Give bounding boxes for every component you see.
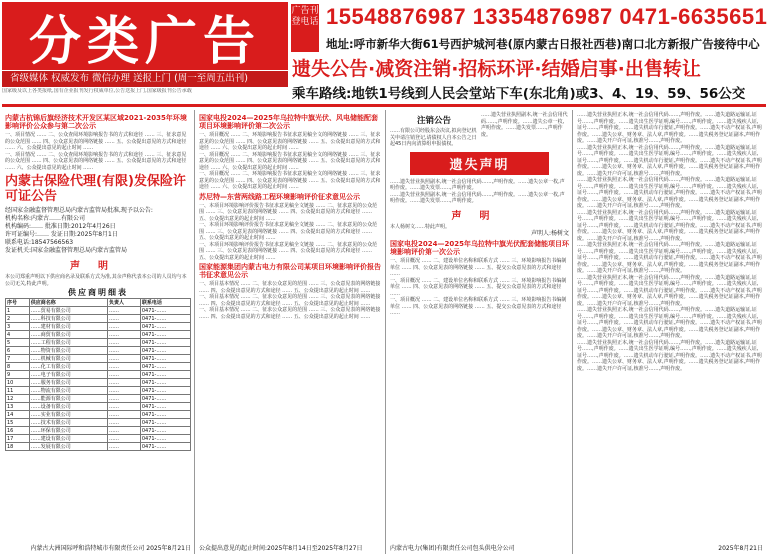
table-cell: ……能源有限公司: [29, 395, 107, 403]
lost-declaration-body-2: ……遗失营业执照副本,统一社会信用代码……,声明作废。……遗失公章一枚,声明作废。……遗失发票……,声明作废。: [390, 191, 565, 204]
table-cell: ……科技有限公司: [29, 315, 107, 323]
license-title: 内蒙古保险代理(有限)发保险许可证公告: [5, 174, 186, 204]
table-cell: ……: [108, 427, 141, 435]
table-cell: 3: [6, 323, 30, 331]
table-cell: ……: [108, 371, 141, 379]
ad-phone-label: 广告刊登电话: [291, 4, 319, 52]
ad-body: 一、项目情况 …… 二、公众查阅环境影响报告书的方式和途径 …… 三、征求意见的公众范围 …… 四、公众意见表的网络链接 …… 五、公众提出意见的方式和途径 …… 六、公众提出意见的起止时间 ……: [5, 132, 187, 151]
table-cell: ……: [108, 315, 141, 323]
table-cell: ……建设有限公司: [29, 435, 107, 443]
ad-body: 一、项目概况 …… 二、环境影响报告书征求意见稿全文的网络链接 …… 三、征求意见的公众范围 …… 四、公众意见表的网络链接 …… 五、公众提出意见的方式和途径 …… 六、公众提出意见的起止时间 ……: [199, 132, 381, 151]
table-row: [6, 363, 191, 371]
phone-numbers: 15548876987 13354876987 0471-6635651: [326, 4, 768, 29]
license-details: [5, 215, 191, 255]
ad-body-filler: 一、本项目环境影响评价报告书征求意见稿全文链接 …… 二、征求意见的公众范围 …… 三、公众意见表的网络链接 …… 四、公众提出意见的方式和途径 …… 五、公众提出意见的起止时间 ……: [199, 222, 378, 241]
table-cell: ……物资有限公司: [29, 347, 107, 355]
lost-notices: ……遗失营业执照正本,统一社会信用代码……,声明作废。……遗失道路运输证,证号……,声明作废。……遗失出生医学证明,编号……,声明作废。……遗失残疾人证,证号……,声明作废。……遗失机动车行驶证,声明作废。……遗失不动产权证书,声明作废。……遗失公章、财务章、法人章,声明作废。……遗失税务登记证副本,声明作废。……遗失开户许可证,核准号……,声明作废。: [577, 307, 762, 339]
table-cell: ……: [108, 435, 141, 443]
license-line: 机构名称:内蒙古……有限公司: [5, 215, 86, 222]
table-cell: ……: [108, 339, 141, 347]
table-cell: 0471-……: [140, 331, 190, 339]
cancellation-title: 注销公告: [416, 116, 451, 126]
col-header: 供应商名称: [29, 299, 107, 307]
table-cell: 15: [6, 419, 30, 427]
table-cell: 0471-……: [140, 307, 190, 315]
table-cell: ……电子有限公司: [29, 371, 107, 379]
ad-columns: [2, 110, 766, 554]
table-cell: 17: [6, 435, 30, 443]
table-cell: ……: [108, 387, 141, 395]
table-cell: ……建材有限公司: [29, 323, 107, 331]
table-cell: 12: [6, 395, 30, 403]
lost-notice-left: [481, 112, 569, 148]
table-row: [6, 371, 191, 379]
ad-body: 一、项目基本情况 …… 二、征求公众意见的范围 …… 三、公众意见表的网络链接 …… 四、公众提出意见的方式和途径 …… 五、公众提出意见的起止时间 ……: [199, 281, 381, 294]
statement-body: 本公司郑重声明以下供应商名录及联系方式为准,其余声称代表本公司的人员均与本公司无关,特此声明。: [5, 274, 187, 287]
header-notes: 国家级及以上各类报纸,国有企业报刊发行权威单位,公告送报上门,国家级报刊公告承载: [2, 88, 192, 94]
cancellation-notice: [390, 112, 478, 148]
table-cell: 4: [6, 331, 30, 339]
table-cell: 0471-……: [140, 427, 190, 435]
table-row: [6, 427, 191, 435]
table-row: [6, 379, 191, 387]
license-line: 联系电话:18547566563: [5, 239, 74, 246]
ad-title: 国家电投2024—2025年乌拉特中旗光伏、风电储能配套项目环境影响评价第二次公示: [199, 114, 378, 130]
table-cell: 11: [6, 387, 30, 395]
table-cell: ……商贸有限公司: [29, 331, 107, 339]
table-cell: ……: [108, 307, 141, 315]
table-cell: ……工程有限公司: [29, 339, 107, 347]
table-cell: ……: [108, 347, 141, 355]
table-cell: 0471-……: [140, 419, 190, 427]
table-cell: ……实业有限公司: [29, 411, 107, 419]
table-cell: 5: [6, 339, 30, 347]
lost-body: ……遗失营业执照副本,统一社会信用代码……,声明作废。……遗失公章一枚,声明作废。……遗失发票……,声明作废。: [481, 112, 568, 138]
slogan-bar: 省级媒体 权威发布 微信办理 送报上门 (周一至周五出刊): [2, 71, 288, 87]
table-cell: ……化工有限公司: [29, 363, 107, 371]
ad-body-filler: 一、本项目环境影响评价报告书征求意见稿全文链接 …… 二、征求意见的公众范围 …… 三、公众意见表的网络链接 …… 四、公众提出意见的方式和途径 …… 五、公众提出意见的起止时间 ……: [199, 241, 378, 261]
table-cell: 0471-……: [140, 379, 190, 387]
column-footer: 内蒙古大洲国际呼和浩特城市有限责任公司 2025年8月21日: [30, 545, 191, 552]
table-cell: 0471-……: [140, 347, 190, 355]
table-cell: ……贸易有限公司: [29, 307, 107, 315]
ad-body-filler: 一、项目基本情况 …… 二、征求公众意见的范围 …… 三、公众意见表的网络链接 …… 四、公众提出意见的方式和途径 …… 五、公众提出意见的起止时间 ……: [199, 307, 381, 320]
ad-body-filler: 一、项目概况 …… 二、建设单位名称和联系方式 …… 三、环境影响报告书编制单位 …… 四、公众意见表的网络链接 …… 五、提交公众意见表的方式和途径 ……: [390, 277, 567, 297]
table-cell: ……: [108, 323, 141, 331]
logo: [2, 2, 288, 70]
column-2: [196, 110, 386, 554]
ad-body: 一、本项目环境影响评价报告书征求意见稿全文链接 …… 二、征求意见的公众范围 …… 三、公众意见表的网络链接 …… 四、公众提出意见的方式和途径 …… 五、公众提出意见的起止时间 ……: [199, 202, 378, 222]
lost-notices: ……遗失营业执照正本,统一社会信用代码……,声明作废。……遗失道路运输证,证号……,声明作废。……遗失出生医学证明,编号……,声明作废。……遗失残疾人证,证号……,声明作废。……遗失机动车行驶证,声明作废。……遗失不动产权证书,声明作废。……遗失公章、财务章、法人章,声明作废。……遗失税务登记证副本,声明作废。……遗失开户许可证,核准号……,声明作废。: [577, 144, 762, 177]
table-cell: 0471-……: [140, 371, 190, 379]
ad-body-filler: 一、项目情况 …… 二、公众查阅环境影响报告书的方式和途径 …… 三、征求意见的公众范围 …… 四、公众意见表的网络链接 …… 五、公众提出意见的方式和途径 …… 六、公众提出意见的起止时间 ……: [5, 151, 187, 171]
table-row: [6, 331, 191, 339]
lost-notices: ……遗失营业执照正本,统一社会信用代码……,声明作废。……遗失道路运输证,证号……,声明作废。……遗失出生医学证明,编号……,声明作废。……遗失残疾人证,证号……,声明作废。……遗失机动车行驶证,声明作废。……遗失不动产权证书,声明作废。……遗失公章、财务章、法人章,声明作废。……遗失税务登记证副本,声明作废。……遗失开户许可证,核准号……,声明作废。: [577, 209, 762, 242]
table-cell: 0471-……: [140, 403, 190, 411]
column-4: [574, 110, 766, 554]
lost-notices: ……遗失营业执照正本,统一社会信用代码……,声明作废。……遗失道路运输证,证号……,声明作废。……遗失出生医学证明,编号……,声明作废。……遗失残疾人证,证号……,声明作废。……遗失机动车行驶证,声明作废。……遗失不动产权证书,声明作废。……遗失公章、财务章、法人章,声明作废。……遗失税务登记证副本,声明作废。……遗失开户许可证,核准号……,声明作废。: [577, 177, 762, 209]
table-cell: ……发展有限公司: [29, 443, 107, 451]
logo-title: 分类广告: [28, 10, 261, 72]
table-cell: 0471-……: [140, 339, 190, 347]
masthead: [0, 0, 768, 116]
bus-route: 乘车路线:地铁1号线到人民会堂站下车(东北角)或3、4、19、59、56公交: [292, 86, 746, 100]
ad-body-filler: 一、项目概况 …… 二、环境影响报告书征求意见稿全文的网络链接 …… 三、征求意见的公众范围 …… 四、公众意见表的网络链接 …… 五、公众提出意见的方式和途径 …… 六、公众提出意见的起止时间 ……: [199, 151, 381, 171]
column-footer: 2025年8月21日: [718, 545, 763, 552]
table-cell: 0471-……: [140, 323, 190, 331]
ad-title: 国家电投2024—2025年乌拉特中旗光伏配套储能项目环境影响评价第一次公示: [390, 240, 569, 256]
table-cell: 0471-……: [140, 435, 190, 443]
table-row: [6, 307, 191, 315]
column-footer: 公众提出意见的起止时间:2025年8月14日至2025年8月27日: [199, 545, 363, 552]
address: 地址:呼市新华大街61号西护城河巷(原内蒙古日报社西巷)南口北方新报广告接待中心: [326, 37, 760, 51]
statement-body: 本人杨树文……特此声明。: [390, 223, 451, 230]
ad-body-filler: 一、项目概况 …… 二、环境影响报告书征求意见稿全文的网络链接 …… 三、征求意见的公众范围 …… 四、公众意见表的网络链接 …… 五、公众提出意见的方式和途径 …… 六、公众提出意见的起止时间 ……: [199, 171, 381, 190]
lost-declaration-body: ……遗失营业执照副本,统一社会信用代码……,声明作废。……遗失公章一枚,声明作废。……遗失发票……,声明作废。: [390, 178, 565, 191]
table-body: [6, 307, 191, 451]
table-cell: ……服务有限公司: [29, 379, 107, 387]
lost-notices: ……遗失营业执照正本,统一社会信用代码……,声明作废。……遗失道路运输证,证号……,声明作废。……遗失出生医学证明,编号……,声明作废。……遗失残疾人证,证号……,声明作废。……遗失机动车行驶证,声明作废。……遗失不动产权证书,声明作废。……遗失公章、财务章、法人章,声明作废。……遗失税务登记证副本,声明作废。……遗失开户许可证,核准号……,声明作废。: [577, 339, 762, 372]
table-cell: 1: [6, 307, 30, 315]
column-3: [387, 110, 573, 554]
table-cell: 0471-……: [140, 315, 190, 323]
table-cell: ……: [108, 411, 141, 419]
table-row: [6, 411, 191, 419]
table-header-row: [6, 299, 191, 307]
table-cell: 0471-……: [140, 363, 190, 371]
ad-body-filler: 一、项目基本情况 …… 二、征求公众意见的范围 …… 三、公众意见表的网络链接 …… 四、公众提出意见的方式和途径 …… 五、公众提出意见的起止时间 ……: [199, 294, 381, 307]
column-footer: 内蒙古电力(集团)有限责任公司包头供电分公司: [390, 545, 515, 552]
statement-title: 声明: [451, 210, 508, 222]
table-cell: 0471-……: [140, 355, 190, 363]
license-line: 许可证编号:…… 发证日期:2025年8月1日: [5, 231, 118, 238]
header-divider: [2, 104, 766, 107]
table-cell: 18: [6, 443, 30, 451]
ad-body-filler: 一、项目概况 …… 二、建设单位名称和联系方式 …… 三、环境影响报告书编制单位 …… 四、公众意见表的网络链接 …… 五、提交公众意见表的方式和途径 ……: [390, 297, 567, 316]
table-cell: 10: [6, 379, 30, 387]
table-row: [6, 339, 191, 347]
table-row: [6, 347, 191, 355]
service-list: 遗失公告·减资注销·招标环评·结婚启事·出售转让: [292, 58, 701, 80]
table-cell: 8: [6, 363, 30, 371]
table-cell: ……: [108, 363, 141, 371]
table-cell: ……环保有限公司: [29, 427, 107, 435]
table-cell: 9: [6, 371, 30, 379]
table-row: [6, 355, 191, 363]
column-1: [2, 110, 195, 554]
ad-title: 国家能源集团内蒙古电力有限公司某项目环境影响评价报告书征求意见公示: [199, 263, 381, 279]
cancellation-body: ……有限公司经股东会决议,拟向登记机关申请注销登记,请债权人自本公告之日起45日内向清算组申报债权。: [390, 128, 477, 147]
table-cell: ……: [108, 379, 141, 387]
table-row: [6, 419, 191, 427]
table-cell: ……: [108, 419, 141, 427]
lost-notices: ……遗失营业执照正本,统一社会信用代码……,声明作废。……遗失道路运输证,证号……,声明作废。……遗失出生医学证明,编号……,声明作废。……遗失残疾人证,证号……,声明作废。……遗失机动车行驶证,声明作废。……遗失不动产权证书,声明作废。……遗失公章、财务章、法人章,声明作废。……遗失税务登记证副本,声明作废。……遗失开户许可证,核准号……,声明作废。: [577, 112, 762, 144]
table-cell: ……: [108, 331, 141, 339]
statement-signature: 声明人:杨树文: [530, 230, 569, 237]
table-caption: 供应商明细表: [68, 288, 128, 297]
table-cell: 0471-……: [140, 395, 190, 403]
ad-title: 内蒙古杭锦后旗经济技术开发区某区域2021-2035年环境影响评价公众参与第二次公示: [5, 114, 187, 130]
table-cell: 6: [6, 347, 30, 355]
ad-body: 一、项目概况 …… 二、建设单位名称和联系方式 …… 三、环境影响报告书编制单位 …… 四、公众意见表的网络链接 …… 五、提交公众意见表的方式和途径 ……: [390, 258, 567, 277]
table-cell: ……: [108, 403, 141, 411]
table-cell: ……: [108, 395, 141, 403]
table-row: [6, 443, 191, 451]
table-cell: 16: [6, 427, 30, 435]
table-row: [6, 387, 191, 395]
table-cell: ……: [108, 355, 141, 363]
notice-row: [390, 112, 569, 148]
table-cell: ……机械有限公司: [29, 355, 107, 363]
table-cell: ……: [108, 443, 141, 451]
table-cell: 13: [6, 403, 30, 411]
license-line: 发证机关:国家金融监督管理总局内蒙古监管局: [5, 247, 128, 254]
col-header: 负责人: [108, 299, 141, 307]
table-cell: 0471-……: [140, 387, 190, 395]
table-row: [6, 403, 191, 411]
lost-declaration-title: 遗失声明: [410, 152, 549, 175]
table-cell: 14: [6, 411, 30, 419]
supplier-table: [5, 298, 191, 451]
table-cell: 0471-……: [140, 443, 190, 451]
license-line: 机构编码:…… 批准日期:2012年4月26日: [5, 223, 116, 230]
license-intro: 经国家金融监督管理总局内蒙古监管局批准,现予以公告:: [5, 207, 153, 214]
table-row: [6, 315, 191, 323]
table-cell: ……物流有限公司: [29, 387, 107, 395]
table-cell: ……设备有限公司: [29, 403, 107, 411]
table-row: [6, 323, 191, 331]
ad-title: 苏尼特—东营两线路工程环境影响评价征求意见公示: [199, 192, 360, 201]
table-row: [6, 395, 191, 403]
table-cell: 2: [6, 315, 30, 323]
table-cell: 7: [6, 355, 30, 363]
table-cell: 0471-……: [140, 411, 190, 419]
statement-title: 声明: [70, 261, 126, 272]
table-row: [6, 435, 191, 443]
table-cell: ……技术有限公司: [29, 419, 107, 427]
lost-notices: ……遗失营业执照正本,统一社会信用代码……,声明作废。……遗失道路运输证,证号……,声明作废。……遗失出生医学证明,编号……,声明作废。……遗失残疾人证,证号……,声明作废。……遗失机动车行驶证,声明作废。……遗失不动产权证书,声明作废。……遗失公章、财务章、法人章,声明作废。……遗失税务登记证副本,声明作废。……遗失开户许可证,核准号……,声明作废。: [577, 274, 762, 307]
lost-notices: ……遗失营业执照正本,统一社会信用代码……,声明作废。……遗失道路运输证,证号……,声明作废。……遗失出生医学证明,编号……,声明作废。……遗失残疾人证,证号……,声明作废。……遗失机动车行驶证,声明作废。……遗失不动产权证书,声明作废。……遗失公章、财务章、法人章,声明作废。……遗失税务登记证副本,声明作废。……遗失开户许可证,核准号……,声明作废。: [577, 242, 762, 274]
col-header: 联系电话: [140, 299, 190, 307]
col-header: 序号: [6, 299, 30, 307]
